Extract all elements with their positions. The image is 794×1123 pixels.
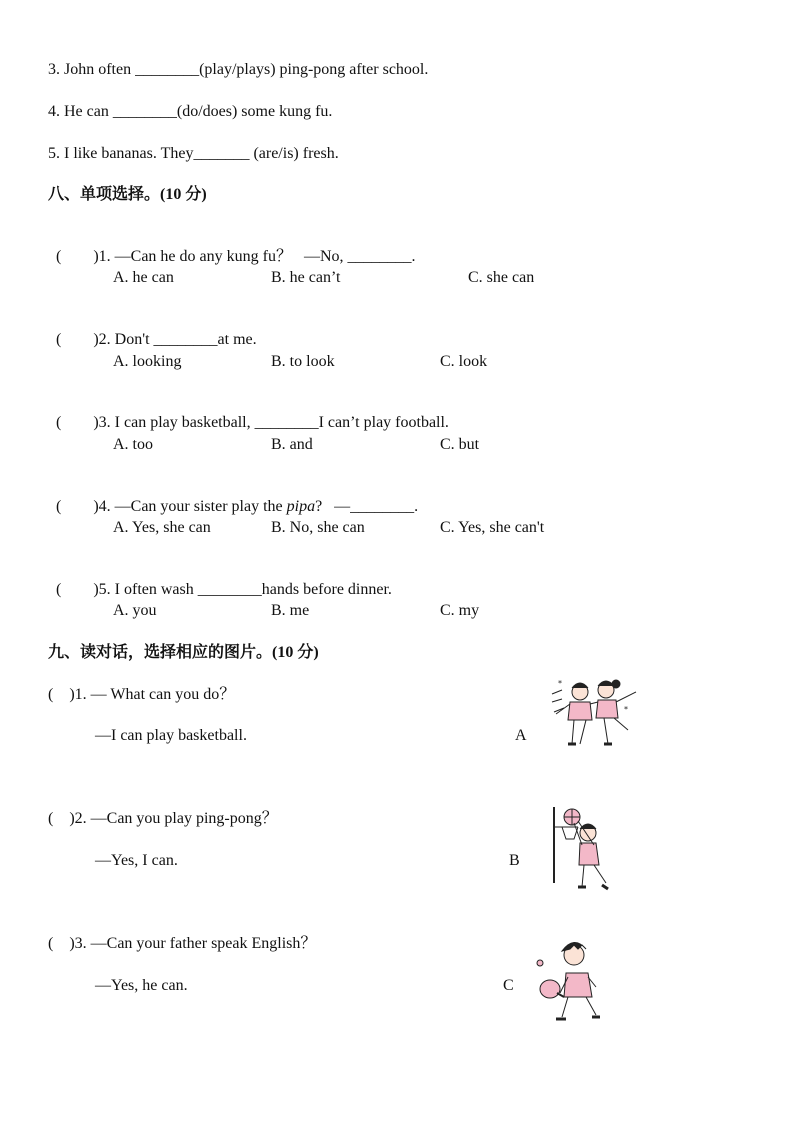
- match-answer-3: —Yes, he can.: [95, 977, 188, 994]
- picture-label-b: B: [509, 852, 520, 869]
- mc-q5-option-a: A. you: [113, 602, 157, 619]
- match-question-1: ( )1. — What can you do？: [48, 686, 236, 703]
- mc-q5-option-b: B. me: [271, 602, 310, 619]
- mc-q4-option-c: C. Yes, she can't: [440, 519, 545, 536]
- mc-q3-option-b: B. and: [271, 436, 313, 453]
- mc-q1-option-a: A. he can: [113, 269, 174, 286]
- mc-question-5-stem: ( )5. I often wash ________hands before dinner.: [56, 581, 392, 598]
- match-answer-2: —Yes, I can.: [95, 852, 178, 869]
- mc-question-4: [48, 477, 418, 517]
- mc-q1-option-b: B. he can’t: [271, 269, 341, 286]
- mc-question-3: [48, 393, 449, 433]
- svg-text:*: *: [558, 679, 562, 688]
- mc-q4-option-a: A. Yes, she can: [113, 519, 211, 536]
- match-question-3: ( )3. —Can your father speak English？: [48, 935, 317, 952]
- mc-question-5: [48, 560, 392, 600]
- kung-fu-kids-picture: [548, 672, 642, 752]
- mc-question-2-stem: ( )2. Don't ________at me.: [56, 331, 257, 348]
- picture-label-a: A: [515, 727, 527, 744]
- mc-question-3-stem: ( )3. I can play basketball, ________I can’t play football.: [56, 414, 449, 431]
- mc-q3-option-c: C. but: [440, 436, 480, 453]
- mc-q2-option-a: A. looking: [113, 353, 182, 370]
- mc-question-4-stem-start: ( )4. —Can your sister play the: [56, 498, 287, 515]
- mc-question-1: [48, 227, 416, 267]
- basketball-picture: [548, 803, 614, 893]
- mc-question-2: [48, 310, 257, 350]
- section-8-title: 八、单项选择。(10 分): [48, 186, 207, 203]
- fill-in-question-4: 4. He can ________(do/does) some kung fu.: [48, 103, 333, 120]
- mc-q3-option-a: A. too: [113, 436, 153, 453]
- ping-pong-picture: [530, 937, 612, 1025]
- section-9-title: 九、读对话，选择相应的图片。(10 分): [48, 644, 319, 661]
- fill-in-question-3: 3. John often ________(play/plays) ping-pong after school.: [48, 61, 429, 78]
- mc-q2-option-b: B. to look: [271, 353, 335, 370]
- mc-question-1-stem: ( )1. —Can he do any kung fu？ —No, ________.: [56, 248, 416, 265]
- match-answer-1: —I can play basketball.: [95, 727, 247, 744]
- mc-q1-option-c: C. she can: [468, 269, 535, 286]
- mc-question-4-stem-end: ? —________.: [315, 498, 419, 515]
- fill-in-question-5: 5. I like bananas. They_______ (are/is) fresh.: [48, 145, 339, 162]
- picture-label-c: C: [503, 977, 514, 994]
- match-question-2: ( )2. —Can you play ping-pong？: [48, 810, 278, 827]
- svg-text:*: *: [624, 705, 628, 714]
- mc-question-4-pipa: pipa: [286, 498, 316, 515]
- mc-q2-option-c: C. look: [440, 353, 488, 370]
- mc-q4-option-b: B. No, she can: [271, 519, 365, 536]
- mc-q5-option-c: C. my: [440, 602, 480, 619]
